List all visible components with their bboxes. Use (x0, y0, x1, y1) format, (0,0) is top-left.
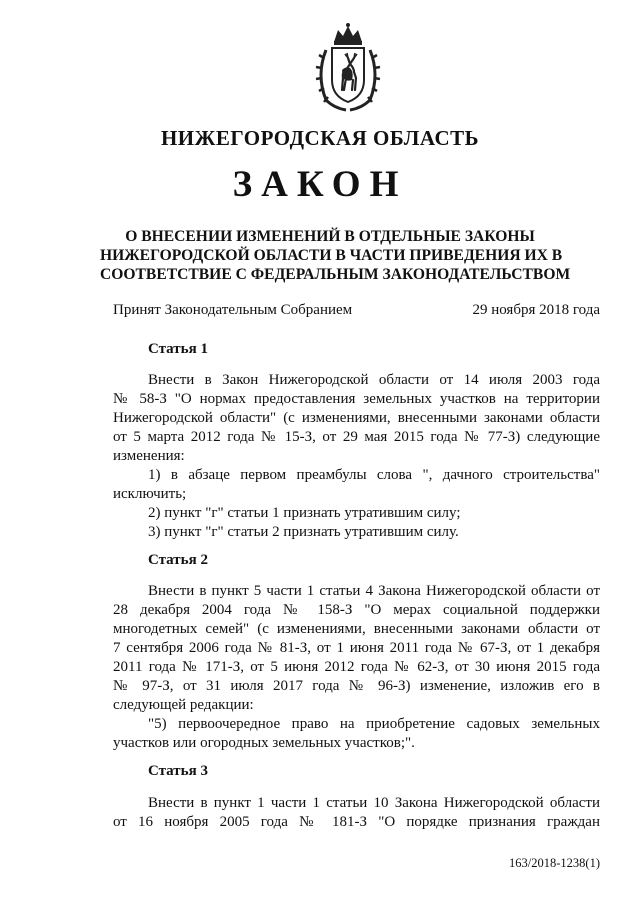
text-line: 2) пункт "г" статьи 1 признать утратившим силу; (148, 505, 461, 521)
coat-of-arms-emblem (312, 20, 384, 114)
law-title-line: НИЖЕГОРОДСКОЙ ОБЛАСТИ В ЧАСТИ ПРИВЕДЕНИЯ ИХ В (100, 247, 563, 264)
law-title-line: СООТВЕТСТВИЕ С ФЕДЕРАЛЬНЫМ ЗАКОНОДАТЕЛЬСТВОМ (100, 266, 571, 283)
document-number: 163/2018-1238(1) (509, 856, 600, 870)
article-1-body (113, 371, 600, 542)
text-line: участков или огородных земельных участков;". (113, 735, 415, 751)
adoption-line (113, 302, 600, 319)
text-line: Нижегородской области" (с изменениями, внесенными законами области (113, 410, 600, 426)
article-3-body (113, 794, 600, 832)
text-line: исключить; (113, 486, 187, 502)
text-line: от 5 марта 2012 года № 15-З, от 29 мая 2015 года № 77-З) следующие (113, 429, 600, 445)
text-line: Внести в пункт 1 части 1 статьи 10 Закона Нижегородской области (148, 795, 600, 811)
adoption-date: 29 ноября 2018 года (472, 302, 600, 318)
text-line: многодетных семей" (с изменениями, внесенными законами области от (113, 621, 600, 637)
text-line: следующей редакции: (113, 697, 254, 713)
text-line: "5) первоочередное право на приобретение садовых земельных (148, 716, 600, 732)
text-line: 3) пункт "г" статьи 2 признать утратившим силу. (148, 524, 459, 540)
text-line: № 97-З, от 31 июля 2017 года № 96-З) изменение, изложив его в (113, 678, 600, 694)
article-2-heading: Статья 2 (148, 552, 208, 568)
text-line: 1) в абзаце первом преамбулы слова ", дачного строительства" (148, 467, 600, 483)
text-line: 2011 года № 171-З, от 5 июня 2012 года № 62-З, от 30 июня 2015 года (113, 659, 600, 675)
text-line: Внести в Закон Нижегородской области от 14 июля 2003 года (148, 372, 600, 388)
document-type-heading: ЗАКОН (232, 164, 408, 205)
law-title (100, 227, 571, 284)
text-line: 28 декабря 2004 года № 158-З "О мерах социальной поддержки (113, 602, 600, 618)
region-heading: НИЖЕГОРОДСКАЯ ОБЛАСТЬ (160, 126, 480, 150)
text-line: 7 сентября 2006 года № 81-З, от 1 июня 2011 года № 67-З, от 1 декабря (113, 640, 600, 656)
text-line: от 16 ноября 2005 года № 181-З "О порядке признания граждан (113, 814, 600, 830)
article-2-body (113, 582, 600, 753)
law-title-line: О ВНЕСЕНИИ ИЗМЕНЕНИЙ В ОТДЕЛЬНЫЕ ЗАКОНЫ (125, 228, 535, 245)
article-3-heading: Статья 3 (148, 763, 208, 779)
text-line: № 58-З "О нормах предоставления земельных участков на территории (113, 391, 600, 407)
text-line: Внести в пункт 5 части 1 статьи 4 Закона Нижегородской области от (148, 583, 600, 599)
text-line: изменения: (113, 448, 185, 464)
article-1-heading: Статья 1 (148, 341, 208, 357)
adopted-by: Принят Законодательным Собранием (113, 302, 353, 318)
